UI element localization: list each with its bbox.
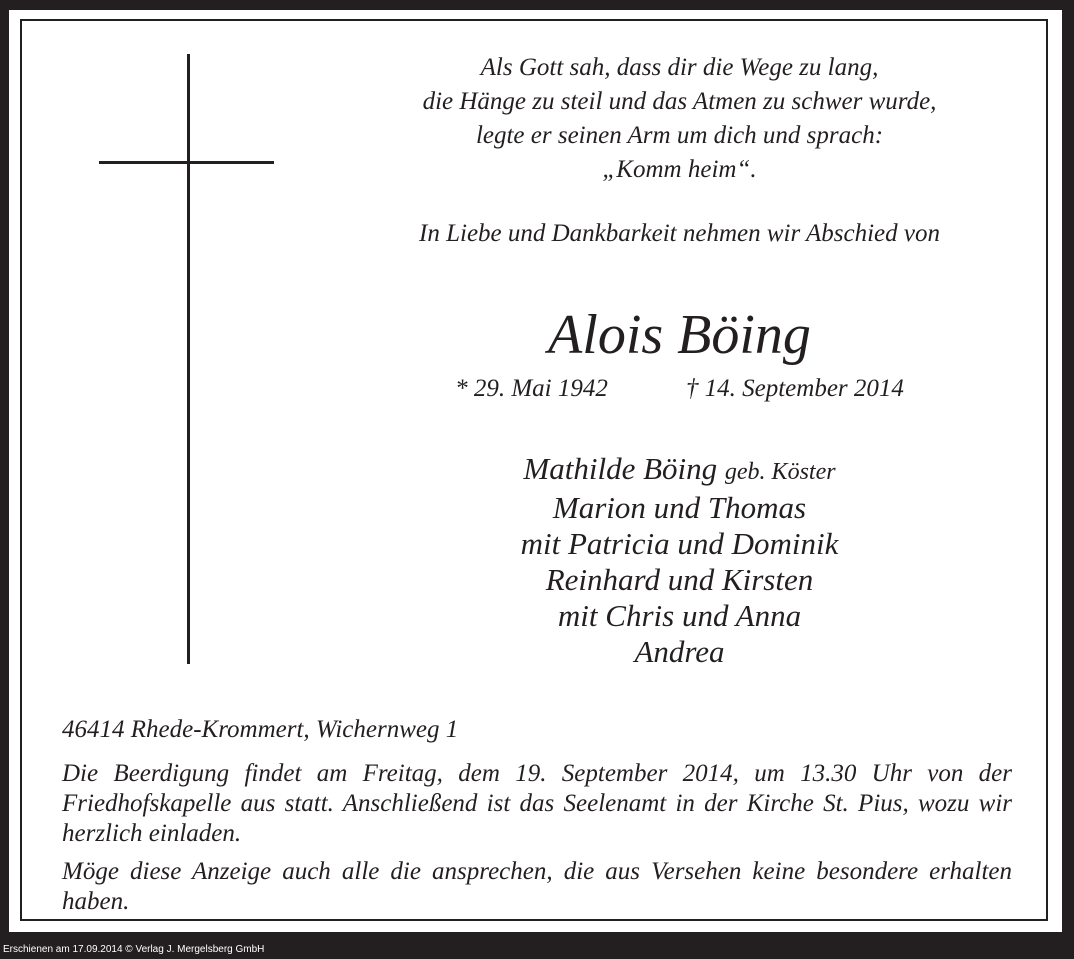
farewell-line: In Liebe und Dankbarkeit nehmen wir Abschied von [419,220,940,247]
notice-frame [9,10,1062,932]
family-line: Andrea [634,634,725,669]
cross-horizontal-bar [99,161,274,164]
family-first-suffix: geb. Köster [724,459,836,485]
death-date: † 14. September 2014 [685,375,904,402]
poem [347,51,1012,187]
family-line [347,451,1012,490]
birth-date: * 29. Mai 1942 [455,375,608,402]
family-line: Marion und Thomas [552,490,807,525]
family-list [347,451,1012,670]
cross-vertical-bar [187,54,190,664]
family-line: mit Chris und Anna [557,598,802,633]
notice-border [20,19,1048,921]
deceased-name: Alois Böing [548,304,811,366]
poem-line: „Komm heim“. [602,156,757,183]
poem-line: legte er seinen Arm um dich und sprach: [475,122,884,149]
closing-text: Möge diese Anzeige auch alle die ansprechen, die aus Versehen keine besondere erhalten haben. [62,858,1012,915]
address: 46414 Rhede-Krommert, Wichernweg 1 [62,716,459,743]
family-line: mit Patricia und Dominik [520,526,839,561]
family-first-name: Mathilde Böing [523,451,718,486]
life-dates [347,373,1012,405]
poem-line: Als Gott sah, dass dir die Wege zu lang, [480,54,879,81]
poem-line: die Hänge zu steil und das Atmen zu schwer wurde, [422,88,937,115]
family-line: Reinhard und Kirsten [545,562,814,597]
publication-footer: Erschienen am 17.09.2014 © Verlag J. Mergelsberg GmbH [3,944,265,955]
funeral-text: Die Beerdigung findet am Freitag, dem 19. September 2014, um 13.30 Uhr von der Friedhofskapelle aus statt. Anschließend ist das Seelenamt in der Kirche St. Pius, wozu wir herzlich einladen. [62,760,1012,847]
